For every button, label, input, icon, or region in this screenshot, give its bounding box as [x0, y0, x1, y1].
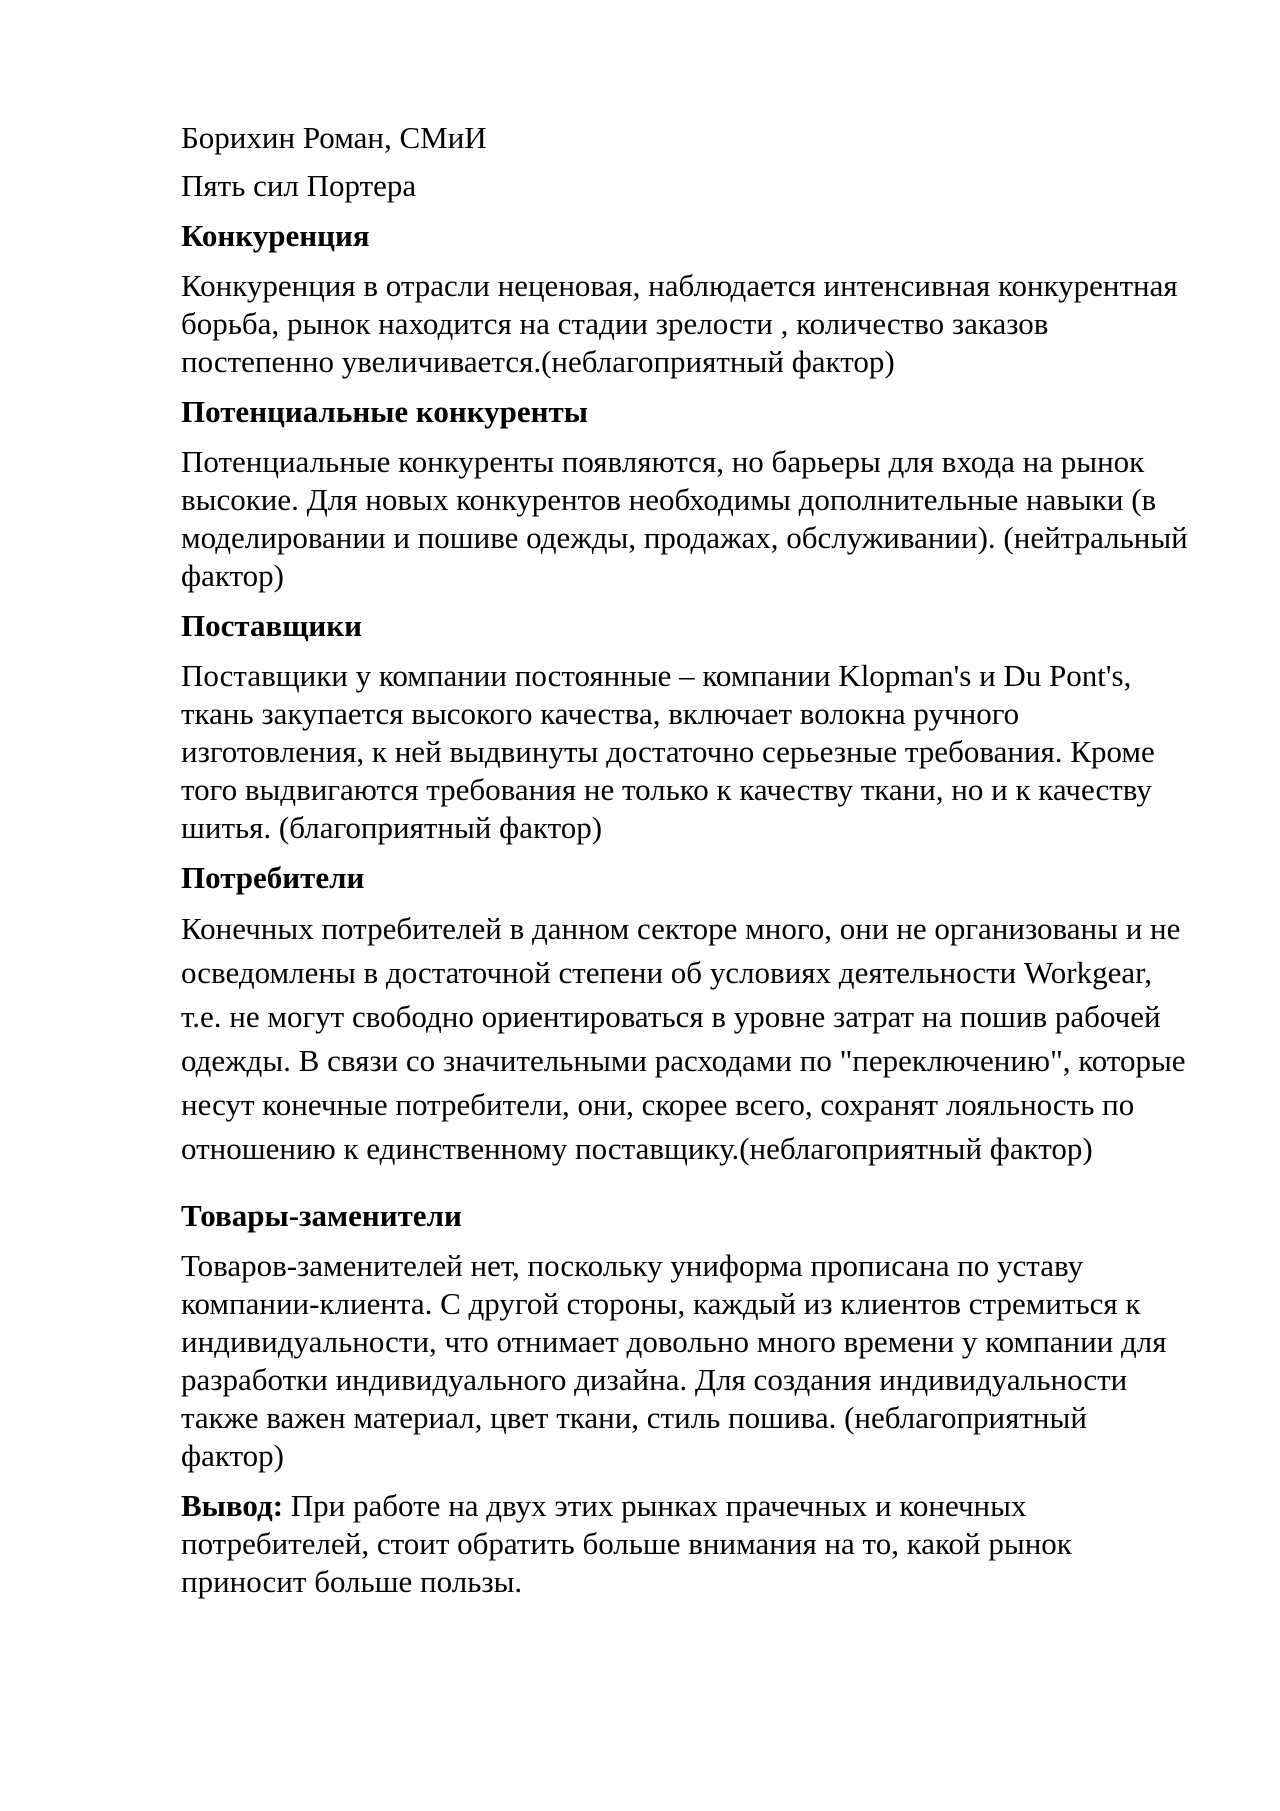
section-text-competition: Конкуренция в отрасли неценовая, наблюдается интенсивная конкурентная борьба, рынок находится на стадии зрелости , количество заказов постепенно увеличивается.(неблагоприятный фактор) — [181, 268, 1178, 379]
section-text-substitutes: Товаров-заменителей нет, поскольку униформа прописана по уставу компании-клиента. С другой стороны, каждый из клиентов стремиться к индивидуальности, что отнимает довольно много времени у компании для разработки индивидуального дизайна. Для создания индивидуальности также важен материал, цвет ткани, стиль пошива. (неблагоприятный фактор) — [181, 1248, 1167, 1473]
section-heading-suppliers: Поставщики — [181, 608, 362, 643]
document-title: Пять сил Портера — [181, 168, 417, 203]
conclusion-text: При работе на двух этих рынках прачечных и конечных потребителей, стоит обратить больше внимания на то, какой рынок приносит больше пользы. — [181, 1488, 1072, 1599]
section-text-suppliers: Поставщики у компании постоянные – компании Klopman's и Du Pont's, ткань закупается высокого качества, включает волокна ручного изготовления, к ней выдвинуты достаточно серьезные требования. Кроме того выдвигаются требования не только к качеству ткани, но и к качеству шитья. (благоприятный фактор) — [181, 658, 1155, 845]
conclusion-paragraph — [181, 1487, 1191, 1601]
document-body — [181, 119, 1191, 1601]
section-heading-potential-competitors: Потенциальные конкуренты — [181, 394, 588, 429]
section-heading-competition: Конкуренция — [181, 218, 370, 253]
section-text-consumers: Конечных потребителей в данном секторе много, они не организованы и не осведомлены в достаточной степени об условиях деятельности Workgear, т.е. не могут свободно ориентироваться в уровне затрат на пошив рабочей одежды. В связи со значительными расходами по "переключению", которые несут конечные потребители, они, скорее всего, сохранят лояльность по отношению к единственному поставщику.(неблагоприятный фактор) — [181, 911, 1186, 1166]
section-text-potential-competitors: Потенциальные конкуренты появляются, но барьеры для входа на рынок высокие. Для новых конкурентов необходимы дополнительные навыки (в моделировании и пошиве одежды, продажах, обслуживании). (нейтральный фактор) — [181, 444, 1188, 593]
section-heading-consumers: Потребители — [181, 860, 365, 895]
section-heading-substitutes: Товары-заменители — [181, 1198, 462, 1233]
author-line: Борихин Роман, СМиИ — [181, 120, 487, 155]
conclusion-label: Вывод: — [181, 1488, 284, 1523]
